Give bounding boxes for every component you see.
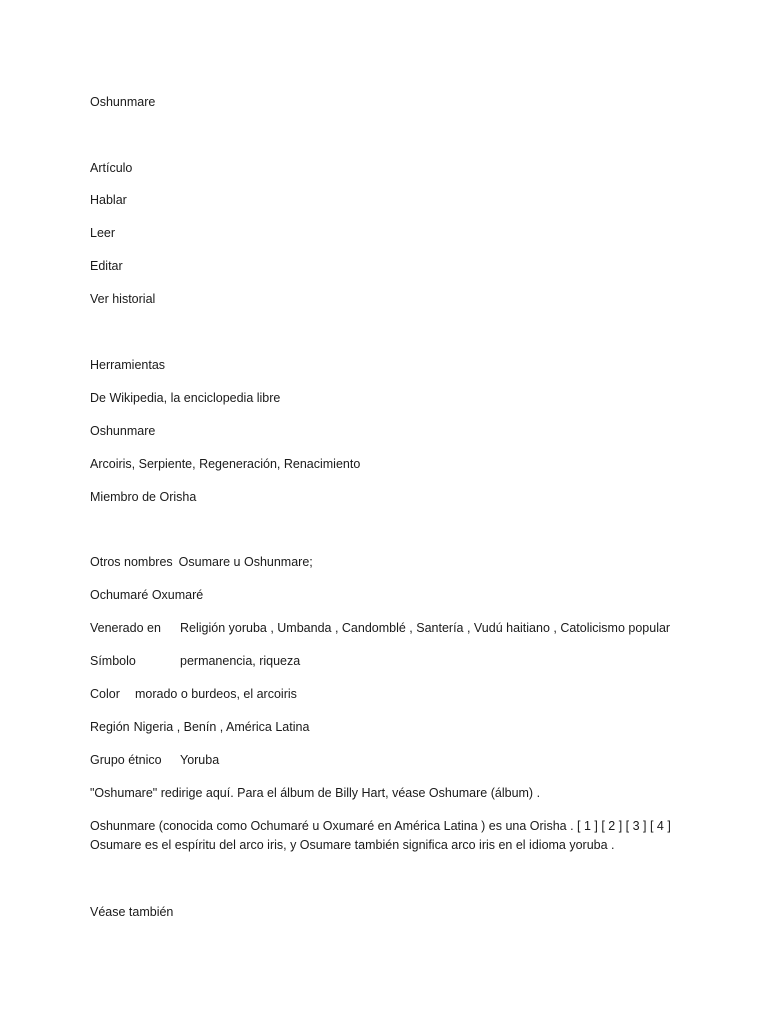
infobox-label: Color bbox=[90, 687, 120, 701]
tab-history[interactable]: Ver historial bbox=[90, 292, 156, 306]
tab-read[interactable]: Leer bbox=[90, 226, 116, 240]
article-body-line-1: Oshunmare (conocida como Ochumaré u Oxumaré en América Latina ) es una Orisha . [ 1 ] [ 2 ] [ 3 ] [ 4 ] bbox=[90, 819, 671, 833]
see-also-heading: Véase también bbox=[90, 905, 174, 919]
infobox-label: Símbolo bbox=[90, 654, 136, 668]
tab-talk[interactable]: Hablar bbox=[90, 193, 127, 207]
infobox-member-of: Miembro de Orisha bbox=[90, 490, 197, 504]
infobox-label: Venerado en bbox=[90, 621, 161, 635]
infobox-row-other-names bbox=[90, 554, 313, 570]
infobox-row-ethnic-group bbox=[90, 752, 219, 768]
page-title: Oshunmare bbox=[90, 95, 156, 109]
infobox-row-symbol bbox=[90, 653, 300, 669]
infobox-row-other-names-cont bbox=[90, 587, 203, 603]
infobox-label: Otros nombres bbox=[90, 555, 173, 569]
infobox-value: Religión yoruba , Umbanda , Candomblé , Santería , Vudú haitiano , Catolicismo popular bbox=[180, 621, 671, 635]
tab-edit[interactable]: Editar bbox=[90, 259, 123, 273]
infobox-value: Osumare u Oshunmare; bbox=[178, 555, 313, 569]
site-tagline: De Wikipedia, la enciclopedia libre bbox=[90, 391, 281, 405]
infobox-label: Grupo étnico bbox=[90, 753, 162, 767]
infobox-value: permanencia, riqueza bbox=[180, 654, 301, 668]
infobox-value: Nigeria , Benín , América Latina bbox=[133, 720, 310, 734]
tools-menu[interactable]: Herramientas bbox=[90, 358, 166, 372]
infobox-name: Oshunmare bbox=[90, 424, 156, 438]
infobox-row-color bbox=[90, 686, 297, 702]
article-body-line-2: Osumare es el espíritu del arco iris, y Osumare también significa arco iris en el idioma yoruba . bbox=[90, 838, 615, 852]
infobox-row-region bbox=[90, 719, 309, 735]
infobox-label: Región bbox=[90, 720, 130, 734]
tab-article[interactable]: Artículo bbox=[90, 161, 133, 175]
infobox-value: morado o burdeos, el arcoiris bbox=[135, 687, 297, 701]
redirect-note: "Oshumare" redirige aquí. Para el álbum de Billy Hart, véase Oshumare (álbum) . bbox=[90, 786, 541, 800]
infobox-value: Ochumaré Oxumaré bbox=[90, 588, 204, 602]
infobox-value: Yoruba bbox=[180, 753, 220, 767]
infobox-row-venerated bbox=[90, 620, 670, 636]
infobox-domains: Arcoiris, Serpiente, Regeneración, Renacimiento bbox=[90, 457, 361, 471]
